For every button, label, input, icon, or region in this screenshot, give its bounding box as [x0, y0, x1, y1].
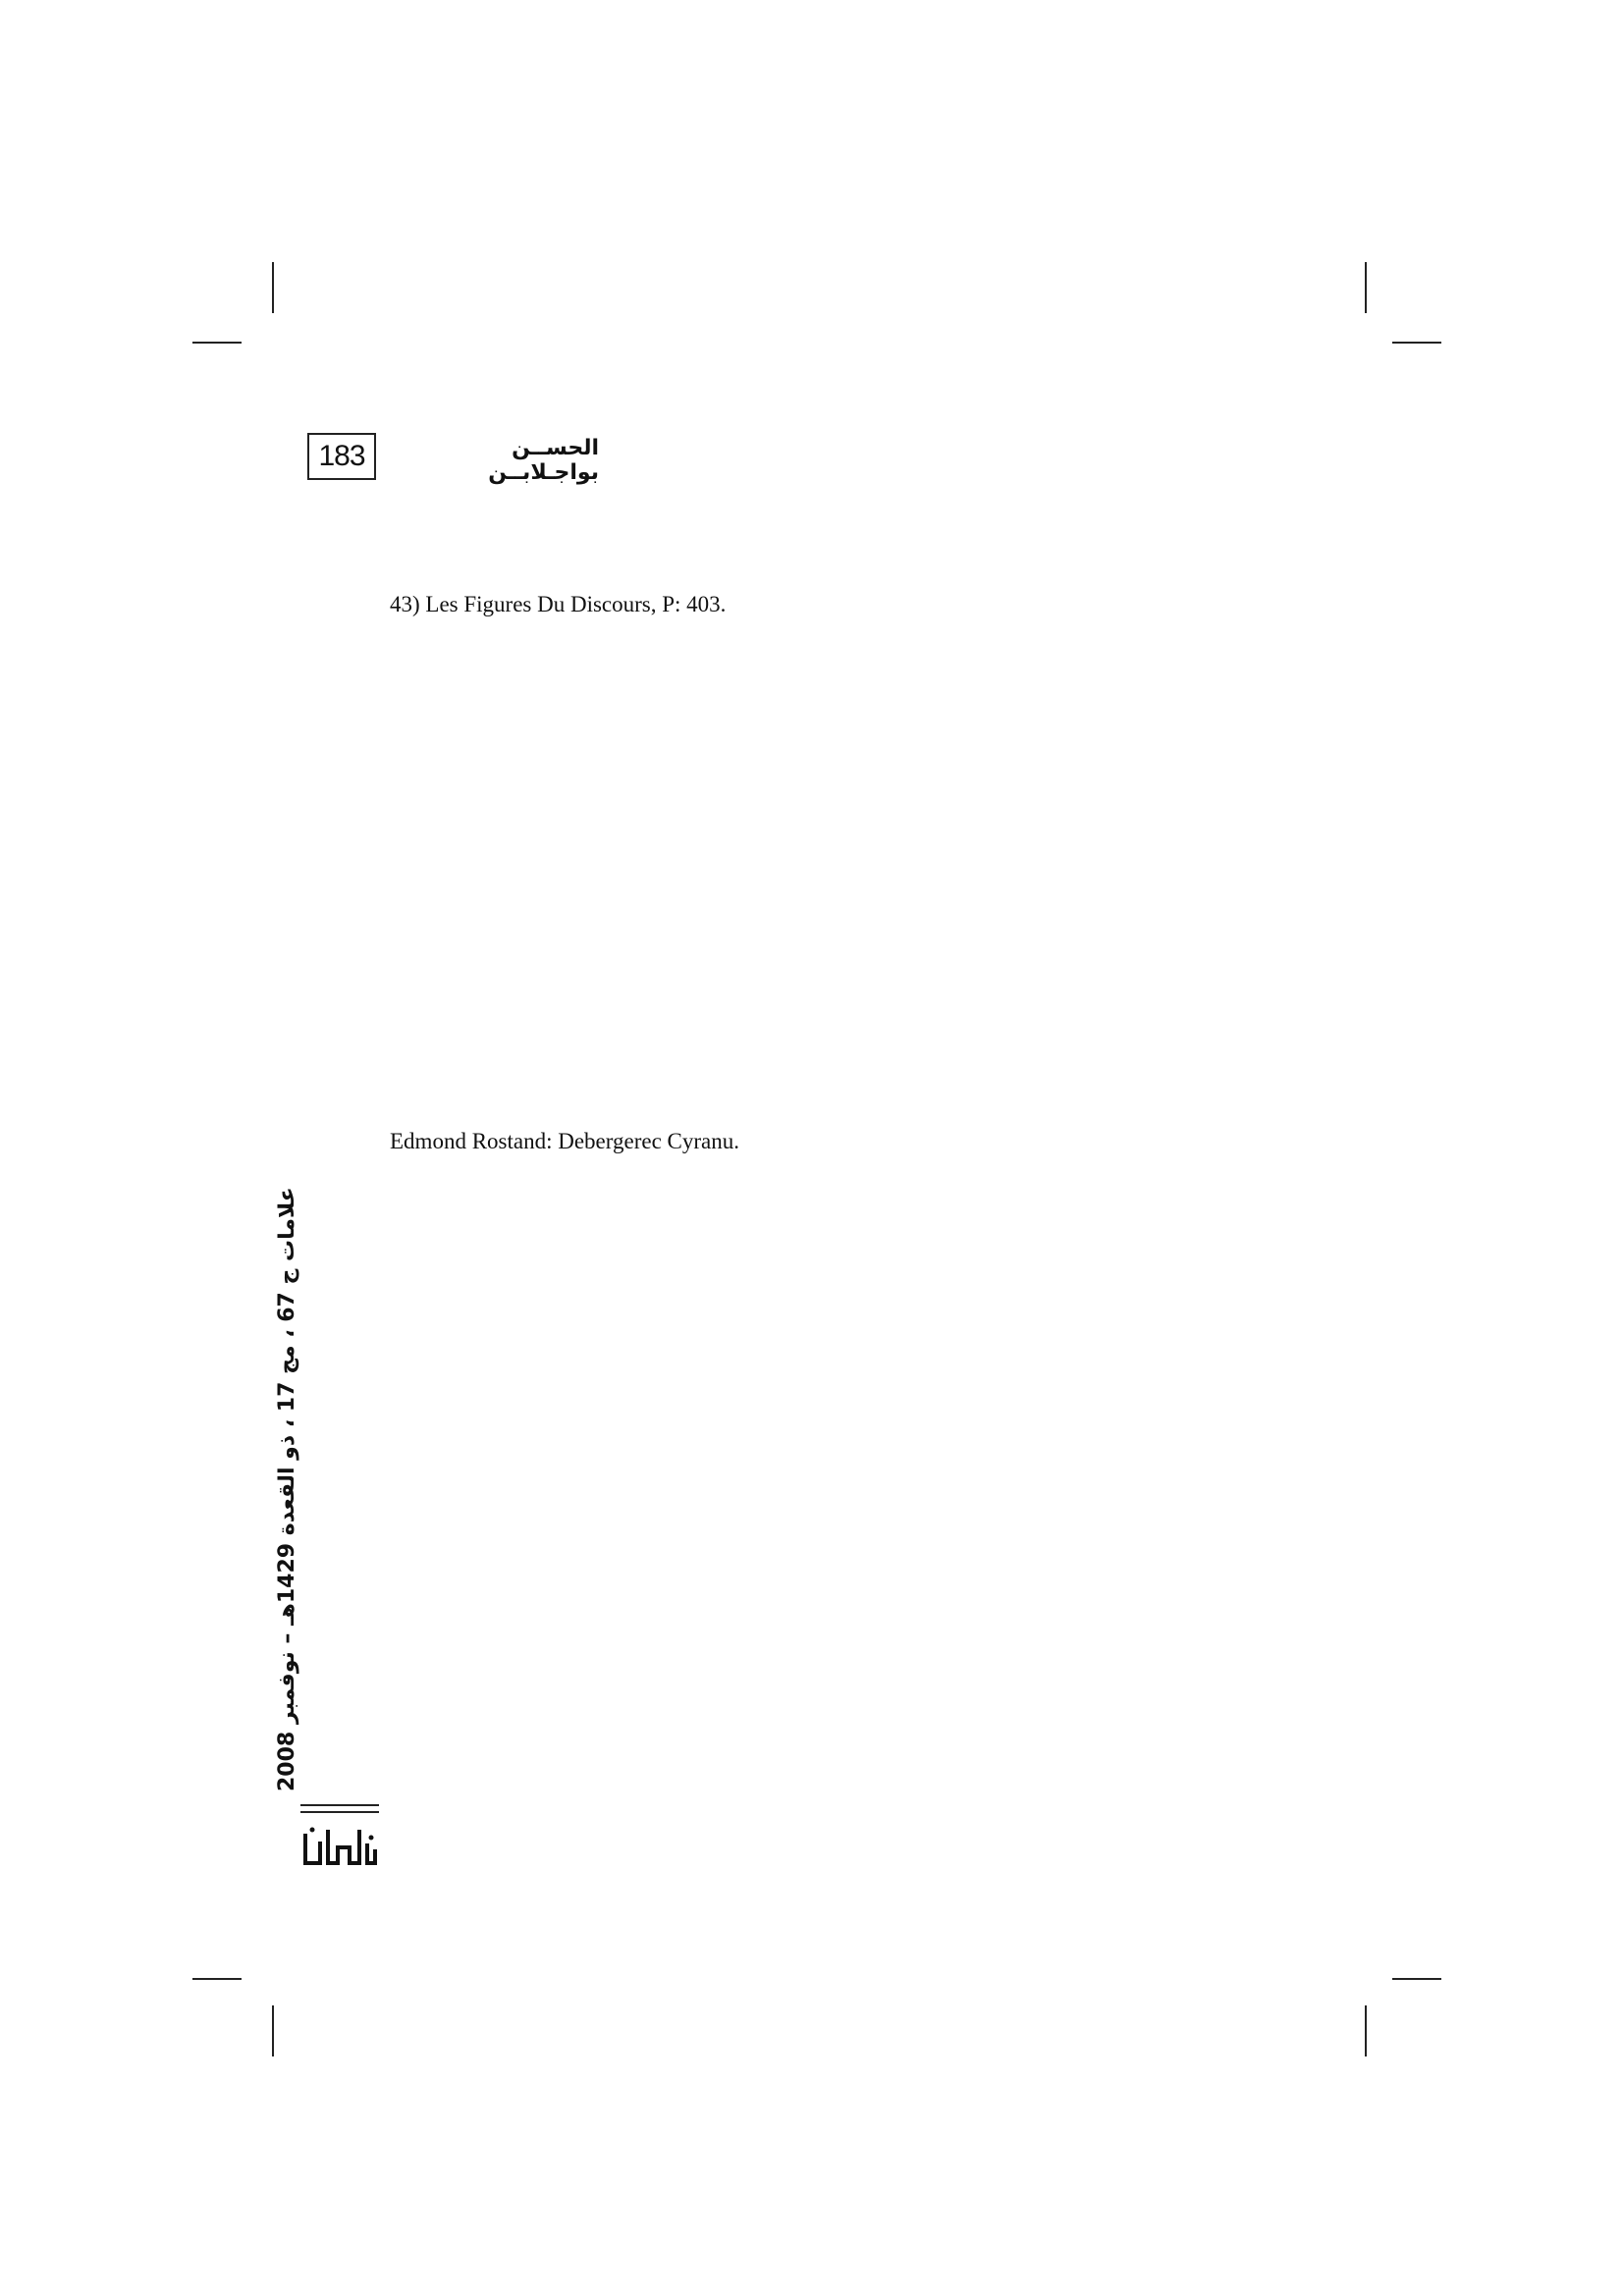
page-number: 183: [307, 433, 376, 480]
crop-mark: [1392, 1978, 1441, 1980]
crop-mark: [192, 342, 242, 344]
crop-mark: [272, 262, 274, 313]
author-name: الحســن بواجـلابــن: [488, 436, 599, 485]
note-43: 43) Les Figures Du Discours, P: 403.: [390, 592, 727, 616]
crop-mark: [1392, 342, 1441, 344]
journal-logo: [300, 1824, 379, 1873]
crop-mark: [192, 1978, 242, 1980]
crop-mark: [1365, 262, 1367, 313]
crop-mark: [272, 2005, 274, 2056]
crop-mark: [1365, 2005, 1367, 2056]
note-51-extra: Edmond Rostand: Debergerec Cyranu.: [390, 1129, 739, 1153]
sidebar-rule: [300, 1811, 379, 1813]
sidebar-rule: [300, 1804, 379, 1806]
issue-label-text: علامات ج 67 ، مج 17 ، ذو القعدة 1429هـ – نوفمبر 2008: [275, 1187, 299, 1791]
